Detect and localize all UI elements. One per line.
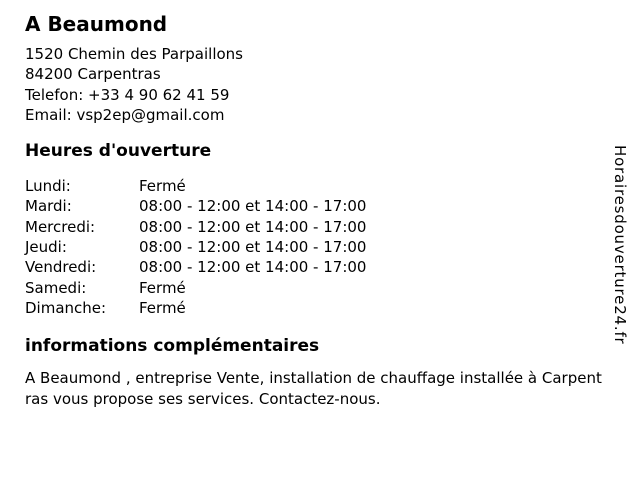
day-label: Dimanche: <box>25 298 107 317</box>
email-line <box>25 105 640 125</box>
day-hours: 08:00 - 12:00 et 14:00 - 17:00 <box>139 258 367 277</box>
business-name: A Beaumond <box>25 12 168 36</box>
opening-hours-heading: Heures d'ouverture <box>25 141 212 162</box>
phone-line <box>25 85 640 105</box>
email-value: vsp2ep@gmail.com <box>76 105 225 124</box>
hours-row-thursday <box>25 237 640 257</box>
opening-hours-list <box>25 176 640 318</box>
site-watermark: Horairesdouverture24.fr <box>611 145 629 345</box>
hours-row-tuesday <box>25 196 640 216</box>
day-hours: 08:00 - 12:00 et 14:00 - 17:00 <box>139 217 367 236</box>
day-label: Lundi: <box>25 177 71 196</box>
day-label: Samedi: <box>25 278 87 297</box>
day-hours: 08:00 - 12:00 et 14:00 - 17:00 <box>139 238 367 257</box>
additional-info-text: A Beaumond , entreprise Vente, installation de chauffage installée à Carpentras vous propose ses services. Contactez-nous. <box>25 369 602 408</box>
hours-row-friday <box>25 257 640 277</box>
phone-value: +33 4 90 62 41 59 <box>88 85 230 104</box>
contact-block <box>25 44 640 125</box>
day-hours: Fermé <box>139 278 186 297</box>
additional-info-heading: informations complémentaires <box>25 336 320 357</box>
day-hours: 08:00 - 12:00 et 14:00 - 17:00 <box>139 197 367 216</box>
day-label: Vendredi: <box>25 258 97 277</box>
page <box>0 12 640 492</box>
hours-row-saturday <box>25 278 640 298</box>
day-label: Mercredi: <box>25 217 96 236</box>
day-hours: Fermé <box>139 298 186 317</box>
day-hours: Fermé <box>139 177 186 196</box>
hours-row-sunday <box>25 298 640 318</box>
email-label: Email: <box>25 105 72 124</box>
hours-row-monday <box>25 176 640 196</box>
day-label: Jeudi: <box>25 238 67 257</box>
address-line-2: 84200 Carpentras <box>25 65 161 84</box>
hours-row-wednesday <box>25 217 640 237</box>
day-label: Mardi: <box>25 197 72 216</box>
phone-label: Telefon: <box>25 85 84 104</box>
address-line-1: 1520 Chemin des Parpaillons <box>25 45 243 63</box>
